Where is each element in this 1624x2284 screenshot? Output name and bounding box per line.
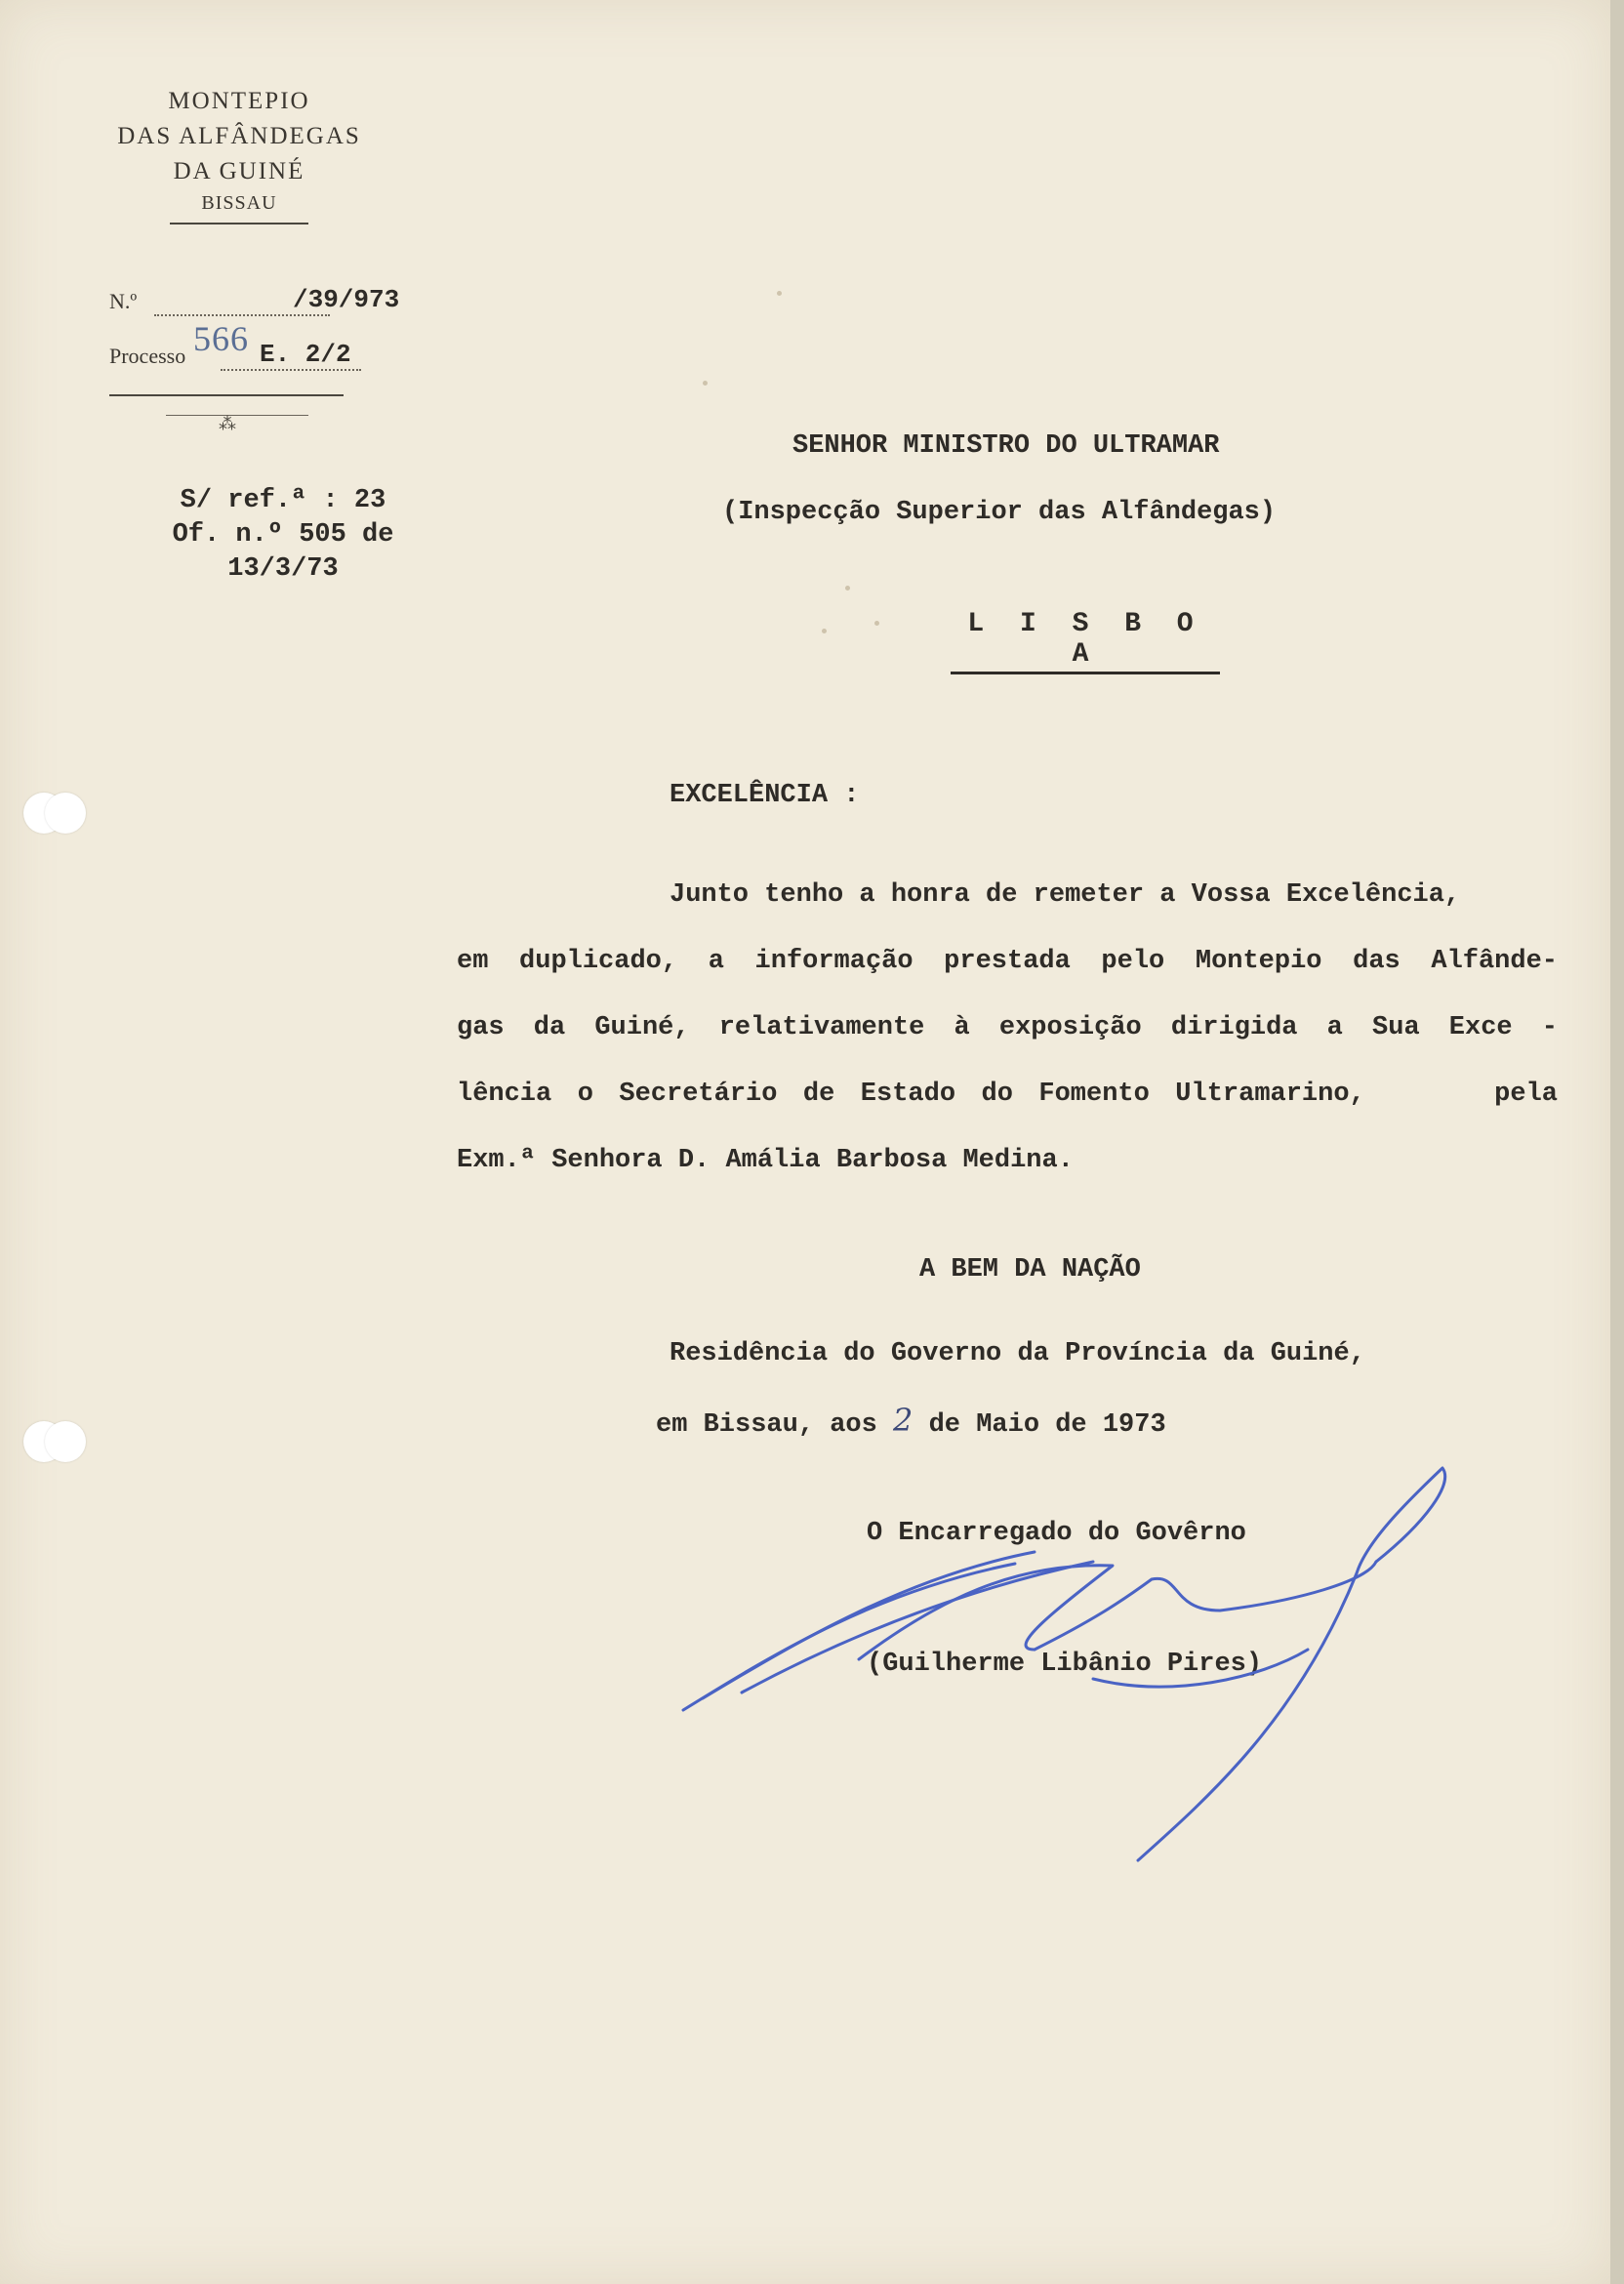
salutation: EXCELÊNCIA :	[670, 781, 860, 810]
letterhead-rule	[170, 223, 308, 224]
divider-rule-thin	[166, 415, 308, 416]
body-line: Exm.ª Senhora D. Amália Barbosa Medina.	[457, 1146, 1074, 1175]
punch-hole-right	[45, 1421, 86, 1462]
date-suffix: de Maio de 1973	[928, 1410, 1166, 1440]
date-day-handwritten: 2	[893, 1402, 914, 1439]
process-value: E. 2/2	[260, 340, 351, 369]
number-value: /39/973	[293, 285, 400, 314]
body-line: em duplicado, a informação prestada pelo Montepio das Alfânde-	[457, 947, 1558, 976]
letterhead-line: MONTEPIO	[168, 88, 310, 114]
sref-line: 13/3/73	[227, 554, 339, 584]
paper-speck	[822, 629, 827, 633]
addressee-department: (Inspecção Superior das Alfândegas)	[722, 498, 1277, 527]
letterhead-line: DAS ALFÂNDEGAS	[117, 123, 361, 149]
process-label: Processo	[109, 344, 186, 368]
body-line: gas da Guiné, relativamente à exposição dirigida a Sua Exce -	[457, 1013, 1558, 1042]
signatory-title: O Encarregado do Govêrno	[867, 1519, 1246, 1548]
page-edge	[1610, 0, 1624, 2284]
addressee-city: L I S B O A	[951, 609, 1220, 674]
addressee-title: SENHOR MINISTRO DO ULTRAMAR	[792, 431, 1220, 461]
sender-reference	[137, 484, 429, 587]
date-prefix: em Bissau, aos	[656, 1410, 877, 1440]
dotted-line	[221, 369, 361, 371]
ornament-icon: ⁂	[219, 416, 236, 435]
number-label: N.º	[109, 289, 138, 313]
divider-rule	[109, 394, 344, 396]
signatory-name: (Guilherme Libânio Pires)	[867, 1650, 1263, 1679]
number-row	[107, 279, 420, 322]
reference-block	[107, 279, 420, 377]
closing-place: Residência do Governo da Província da Guiné,	[670, 1339, 1365, 1368]
process-row	[107, 319, 420, 377]
body-line: Junto tenho a honra de remeter a Vossa Excelência,	[670, 880, 1461, 910]
letterhead-line: DA GUINÉ	[173, 158, 305, 184]
process-stamp: 566	[193, 319, 249, 358]
letterhead-city: BISSAU	[201, 192, 277, 214]
closing-date	[656, 1402, 1166, 1440]
letterhead	[59, 84, 420, 224]
paper-speck	[703, 381, 708, 386]
punch-hole-right	[45, 793, 86, 834]
paper-speck	[845, 586, 850, 591]
sref-line: S/ ref.ª : 23	[180, 486, 386, 515]
paper-speck	[874, 621, 879, 626]
dotted-line	[154, 314, 330, 316]
sref-line: Of. n.º 505 de	[172, 520, 394, 550]
closing-motto: A BEM DA NAÇÃO	[919, 1255, 1141, 1285]
body-line: lência o Secretário de Estado do Fomento Ultramarino, pela	[457, 1080, 1558, 1109]
paper-speck	[777, 291, 782, 296]
